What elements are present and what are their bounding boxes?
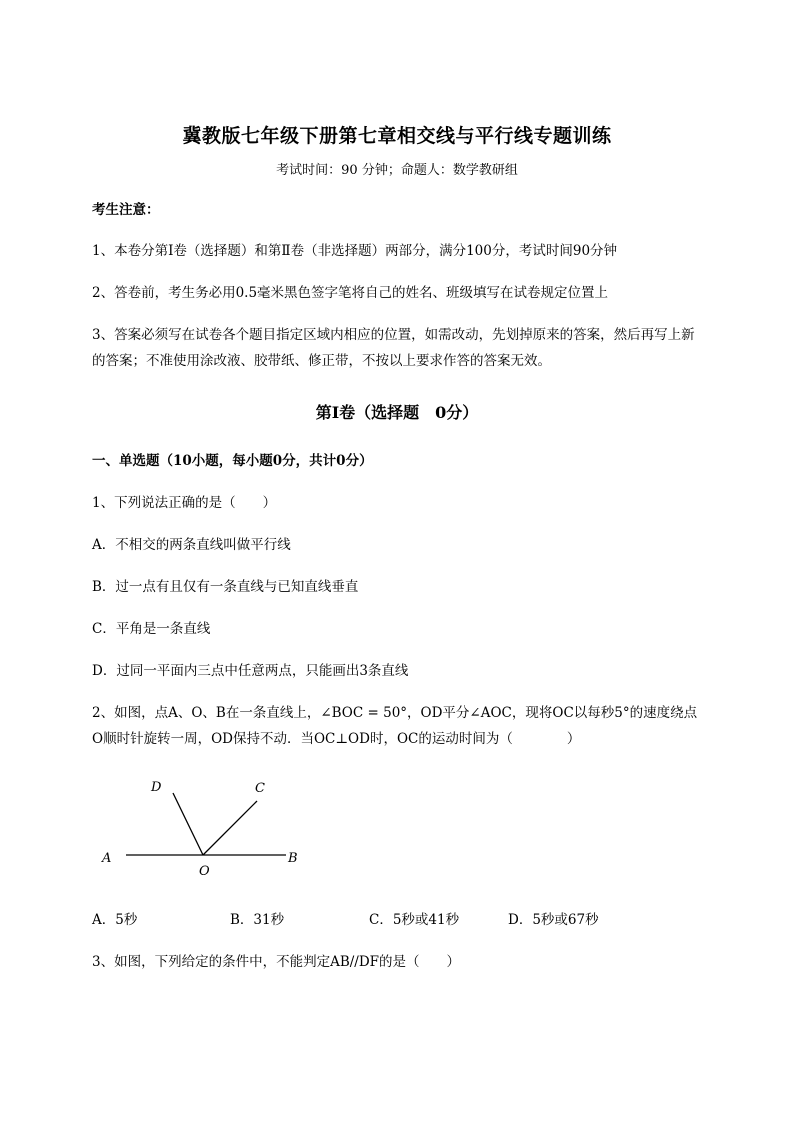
notice-heading: 考生注意： [92,202,160,218]
label-b: B [288,851,298,866]
question-2-option-a: A．5秒 [92,912,138,928]
question-2-option-d: D．5秒或67秒 [508,912,599,928]
question-1-option-a: A．不相交的两条直线叫做平行线 [92,537,291,553]
notice-item-3: 3、答案必须写在试卷各个题目指定区域内相应的位置，如需改动，先划掉原来的答案，然后再写上新 [92,327,695,343]
question-2-stem-line2: O顺时针旋转一周，OD保持不动．当OC⊥OD时，OC的运动时间为（ ） [92,731,581,747]
question-1-option-c: C．平角是一条直线 [92,621,211,637]
section-heading: 一、单选题（10小题，每小题0分，共计0分） [92,453,373,469]
question-1-option-d: D．过同一平面内三点中任意两点，只能画出3条直线 [92,663,409,679]
ray-oc [203,801,257,855]
label-d: D [151,780,162,795]
notice-item-2: 2、答卷前，考生务必用0.5毫米黑色签字笔将自己的姓名、班级填写在试卷规定位置上 [92,285,609,301]
question-1-option-b: B．过一点有且仅有一条直线与已知直线垂直 [92,579,359,595]
notice-item-3-continued: 的答案；不准使用涂改液、胶带纸、修正带，不按以上要求作答的答案无效。 [92,353,551,369]
page-subtitle: 考试时间：90 分钟；命题人：数学教研组 [276,163,518,178]
ray-od [173,793,203,855]
page-title: 冀教版七年级下册第七章相交线与平行线专题训练 [182,125,612,147]
label-c: C [255,781,265,796]
question-2-stem-line1: 2、如图，点A、O、B在一条直线上，∠BOC = 50°，OD平分∠AOC，现将OC以每秒5°的速度绕点 [92,705,698,721]
label-o: O [199,864,210,879]
question-2-figure [90,770,320,885]
part1-title: 第Ⅰ卷（选择题 0分） [315,403,479,422]
question-2-option-c: C．5秒或41秒 [369,912,460,928]
label-a: A [102,851,112,866]
question-3-stem: 3、如图，下列给定的条件中，不能判定AB//DF的是（ ） [92,954,461,970]
notice-item-1: 1、本卷分第Ⅰ卷（选择题）和第Ⅱ卷（非选择题）两部分，满分100分，考试时间90分钟 [92,243,618,259]
question-1-stem: 1、下列说法正确的是（ ） [92,495,277,511]
question-2-option-b: B．31秒 [230,912,285,928]
